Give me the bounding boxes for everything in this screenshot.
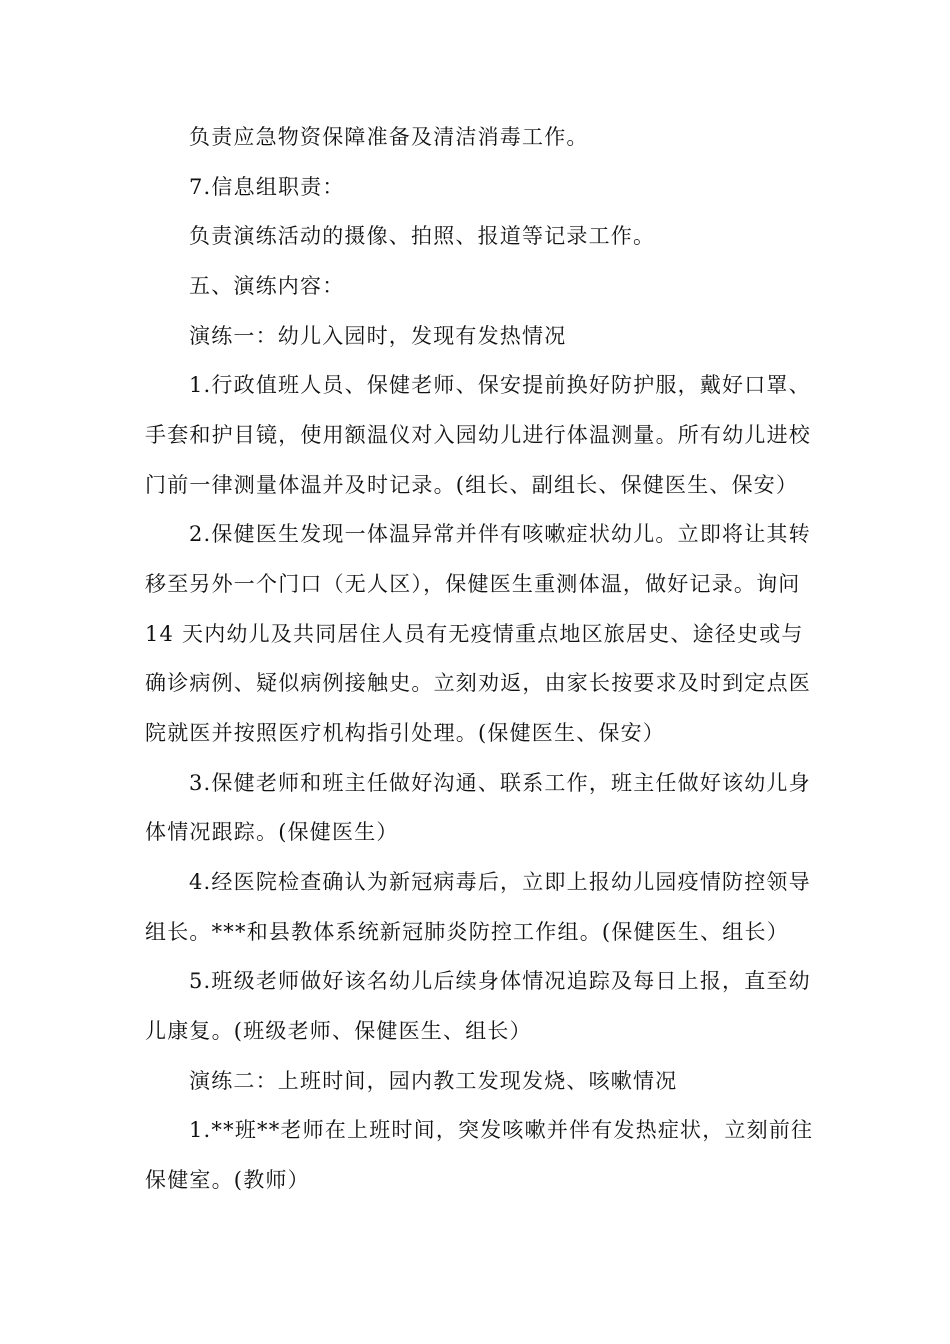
- paragraph-line: 3.保健老师和班主任做好沟通、联系工作，班主任做好该幼儿身: [189, 771, 811, 795]
- paragraph-line: 5.班级老师做好该名幼儿后续身体情况追踪及每日上报，直至幼: [189, 969, 811, 993]
- paragraph-line: 确诊病例、疑似病例接触史。立刻劝返，由家长按要求及时到定点医: [145, 671, 811, 695]
- paragraph-line: 1.行政值班人员、保健老师、保安提前换好防护服，戴好口罩、: [189, 373, 811, 397]
- paragraph-line: 14 天内幼儿及共同居住人员有无疫情重点地区旅居史、途径史或与: [145, 622, 804, 646]
- section-heading: 7.信息组职责：: [189, 175, 345, 199]
- paragraph-line: 移至另外一个门口（无人区），保健医生重测体温，做好记录。询问: [145, 572, 801, 596]
- section-heading: 五、演练内容：: [189, 274, 345, 298]
- paragraph-line: 负责演练活动的摄像、拍照、报道等记录工作。: [189, 224, 656, 248]
- paragraph-line: 组长。***和县教体系统新冠肺炎防控工作组。(保健医生、组长）: [145, 920, 789, 944]
- paragraph-line: 体情况跟踪。(保健医生）: [145, 820, 399, 844]
- paragraph-line: 门前一律测量体温并及时记录。(组长、副组长、保健医生、保安）: [145, 473, 799, 497]
- paragraph-line: 1.**班**老师在上班时间，突发咳嗽并伴有发热症状，立刻前往: [189, 1118, 814, 1142]
- paragraph-line: 2.保健医生发现一体温异常并伴有咳嗽症状幼儿。立即将让其转: [189, 522, 811, 546]
- drill-heading: 演练一：幼儿入园时，发现有发热情况: [189, 324, 567, 348]
- paragraph-line: 手套和护目镜，使用额温仪对入园幼儿进行体温测量。所有幼儿进校: [145, 423, 811, 447]
- paragraph-line: 院就医并按照医疗机构指引处理。(保健医生、保安）: [145, 721, 665, 745]
- paragraph-line: 4.经医院检查确认为新冠病毒后，立即上报幼儿园疫情防控领导: [189, 870, 811, 894]
- paragraph-line: 保健室。(教师）: [145, 1168, 310, 1192]
- paragraph-line: 负责应急物资保障准备及清洁消毒工作。: [189, 125, 589, 149]
- paragraph-line: 儿康复。(班级老师、保健医生、组长）: [145, 1019, 532, 1043]
- drill-heading: 演练二：上班时间，园内教工发现发烧、咳嗽情况: [189, 1069, 678, 1093]
